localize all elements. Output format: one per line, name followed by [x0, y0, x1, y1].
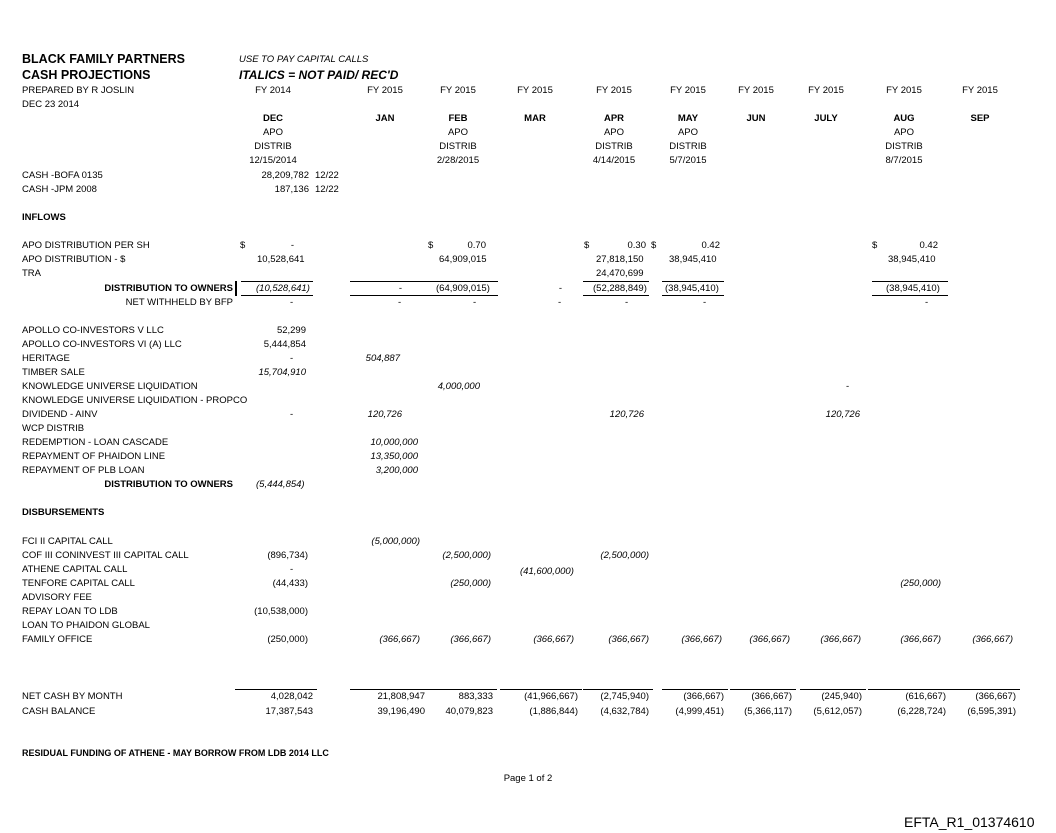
net-withheld-aug: - — [925, 297, 929, 308]
column-subheader: 8/7/2015 — [885, 155, 923, 166]
dist-owners2-dec: (5,444,854) — [256, 479, 305, 490]
month-header: MAY — [677, 113, 699, 124]
fiscal-year-header: FY 2015 — [440, 85, 476, 96]
disb-item-july: (366,667) — [820, 634, 861, 645]
dist-owners-feb: (64,909,015) — [436, 283, 490, 294]
inflow-item-dec: 5,444,854 — [263, 339, 306, 350]
disb-item-label: TENFORE CAPITAL CALL — [22, 578, 135, 589]
fiscal-year-header: FY 2015 — [738, 85, 774, 96]
cash-balance-value: (5,366,117) — [744, 706, 792, 717]
dollar-sign: $ — [240, 240, 246, 251]
disb-item-may: (366,667) — [681, 634, 722, 645]
net-cash-value: (366,667) — [975, 691, 1016, 702]
fiscal-year-header: FY 2015 — [670, 85, 706, 96]
net-cash-label: NET CASH BY MONTH — [22, 691, 123, 702]
column-subheader: APO — [677, 127, 699, 138]
cash-balance-value: 17,387,543 — [265, 706, 313, 717]
tra-apr: 24,470,699 — [596, 268, 644, 279]
dollar-sign: $ — [651, 240, 657, 251]
disb-item-jan: (366,667) — [379, 634, 420, 645]
apo-dollar-label: APO DISTRIBUTION - $ — [22, 254, 126, 265]
inflow-item-apr: 120,726 — [609, 409, 644, 420]
disb-item-dec: - — [290, 564, 294, 575]
inflow-item-dec: - — [290, 353, 294, 364]
cash-balance-label: CASH BALANCE — [22, 706, 96, 717]
report-title: CASH PROJECTIONS — [22, 68, 151, 82]
month-header: DEC — [262, 113, 284, 124]
net-withheld-jan: - — [398, 297, 402, 308]
cash-jpm-label: CASH -JPM 2008 — [22, 184, 97, 195]
apo-per-sh-apr: 0.30 — [627, 240, 646, 251]
apo-per-sh-may: 0.42 — [701, 240, 720, 251]
cash-bofa-label: CASH -BOFA 0135 — [22, 170, 103, 181]
apo-per-sh-feb: 0.70 — [467, 240, 486, 251]
dist-owners-aug: (38,945,410) — [886, 283, 940, 294]
apo-dollar-may: 38,945,410 — [669, 254, 717, 265]
apo-dollar-feb: 64,909,015 — [439, 254, 487, 265]
month-header: JUN — [746, 113, 766, 124]
note-capital-calls: USE TO PAY CAPITAL CALLS — [239, 54, 369, 65]
inflow-item-label: KNOWLEDGE UNIVERSE LIQUIDATION — [22, 381, 198, 392]
column-subheader: DISTRIB — [254, 141, 292, 152]
column-subheader: 4/14/2015 — [592, 155, 636, 166]
inflow-item-label: KNOWLEDGE UNIVERSE LIQUIDATION - PROPCO — [22, 395, 248, 406]
disb-item-apr: (2,500,000) — [600, 550, 649, 561]
column-subheader: DISTRIB — [595, 141, 633, 152]
cash-balance-value: (5,612,057) — [813, 706, 862, 717]
net-cash-value: (616,667) — [905, 691, 946, 702]
column-subheader: APO — [603, 127, 625, 138]
disb-item-dec: (896,734) — [267, 550, 308, 561]
inflow-item-jan: 504,887 — [365, 353, 400, 364]
inflow-item-dec: - — [290, 409, 294, 420]
column-subheader: 12/15/2014 — [249, 155, 297, 166]
inflow-item-label: APOLLO CO-INVESTORS VI (A) LLC — [22, 339, 182, 350]
disb-item-feb: (250,000) — [450, 578, 491, 589]
document-id: EFTA_R1_01374610 — [904, 814, 1035, 830]
net-cash-value: (366,667) — [683, 691, 724, 702]
inflow-item-jan: 3,200,000 — [375, 465, 418, 476]
disb-item-dec: (250,000) — [267, 634, 308, 645]
note-italics-legend: ITALICS = NOT PAID/ REC'D — [239, 68, 399, 82]
dollar-sign: $ — [584, 240, 590, 251]
cash-balance-value: 40,079,823 — [445, 706, 493, 717]
month-header: JULY — [814, 113, 838, 124]
disb-item-sep: (366,667) — [972, 634, 1013, 645]
cash-balance-value: (6,228,724) — [897, 706, 946, 717]
apo-per-sh-label: APO DISTRIBUTION PER SH — [22, 240, 150, 251]
month-header: FEB — [448, 113, 468, 124]
inflow-item-label: APOLLO CO-INVESTORS V LLC — [22, 325, 164, 336]
inflow-item-july: 120,726 — [825, 409, 860, 420]
inflows-heading: INFLOWS — [22, 212, 66, 223]
cash-balance-value: (1,886,844) — [529, 706, 578, 717]
disb-item-label: FAMILY OFFICE — [22, 634, 93, 645]
fiscal-year-header: FY 2015 — [886, 85, 922, 96]
disb-item-mar: (366,667) — [533, 634, 574, 645]
report-date: DEC 23 2014 — [22, 99, 80, 110]
net-withheld-dec: - — [290, 297, 294, 308]
cash-jpm-value: 187,136 — [274, 184, 309, 195]
inflow-item-jan: 13,350,000 — [370, 451, 418, 462]
month-header: MAR — [524, 113, 546, 124]
cash-balance-value: (4,632,784) — [600, 706, 649, 717]
column-subheader: 5/7/2015 — [669, 155, 707, 166]
inflow-item-jan: 10,000,000 — [370, 437, 418, 448]
fiscal-year-header: FY 2015 — [962, 85, 998, 96]
disb-item-label: COF III CONINVEST III CAPITAL CALL — [22, 550, 189, 561]
month-header: APR — [603, 113, 625, 124]
dist-owners-label: DISTRIBUTION TO OWNERS — [104, 283, 233, 294]
inflow-item-dec: 52,299 — [276, 325, 306, 336]
dollar-sign: $ — [872, 240, 878, 251]
inflow-item-label: DIVIDEND - AINV — [22, 409, 98, 420]
dist-owners-dec: (10,528,641) — [256, 283, 310, 294]
inflow-item-label: HERITAGE — [22, 353, 70, 364]
cash-bofa-value: 28,209,782 — [261, 170, 309, 181]
month-header: AUG — [893, 113, 915, 124]
net-cash-value: 21,808,947 — [377, 691, 425, 702]
net-withheld-mar: - — [558, 297, 562, 308]
net-cash-value: 883,333 — [458, 691, 493, 702]
column-subheader: APO — [262, 127, 284, 138]
disbursements-heading: DISBURSEMENTS — [22, 507, 105, 518]
fiscal-year-header: FY 2015 — [367, 85, 403, 96]
month-header: SEP — [970, 113, 990, 124]
dist-owners2-label: DISTRIBUTION TO OWNERS — [104, 479, 233, 490]
column-subheader: 2/28/2015 — [436, 155, 480, 166]
inflow-item-label: REPAYMENT OF PHAIDON LINE — [22, 451, 166, 462]
inflow-item-feb: 4,000,000 — [437, 381, 480, 392]
disb-item-mar: (41,600,000) — [520, 566, 574, 577]
dist-owners-may: (38,945,410) — [665, 283, 719, 294]
net-cash-value: (2,745,940) — [600, 691, 649, 702]
disb-item-aug: (366,667) — [900, 634, 941, 645]
disb-item-label: REPAY LOAN TO LDB — [22, 606, 118, 617]
tra-label: TRA — [22, 268, 41, 279]
inflow-item-label: TIMBER SALE — [22, 367, 85, 378]
inflow-item-label: REPAYMENT OF PLB LOAN — [22, 465, 145, 476]
inflow-item-jan: 120,726 — [367, 409, 402, 420]
disb-item-label: LOAN TO PHAIDON GLOBAL — [22, 620, 150, 631]
prepared-by: PREPARED BY R JOSLIN — [22, 85, 135, 96]
column-subheader: DISTRIB — [885, 141, 923, 152]
column-subheader: APO — [893, 127, 915, 138]
net-withheld-apr: - — [625, 297, 629, 308]
column-subheader: DISTRIB — [669, 141, 707, 152]
net-withheld-feb: - — [473, 297, 477, 308]
page-number: Page 1 of 2 — [503, 773, 553, 784]
net-withheld-may: - — [703, 297, 707, 308]
disb-item-apr: (366,667) — [608, 634, 649, 645]
cash-balance-value: (6,595,391) — [967, 706, 1016, 717]
inflow-item-label: WCP DISTRIB — [22, 423, 85, 434]
disb-item-dec: (10,538,000) — [254, 606, 308, 617]
dist-owners-jan: - — [398, 283, 402, 294]
month-header: JAN — [375, 113, 395, 124]
inflow-item-label: REDEMPTION - LOAN CASCADE — [22, 437, 169, 448]
disb-item-label: ADVISORY FEE — [22, 592, 92, 603]
disb-item-label: ATHENE CAPITAL CALL — [22, 564, 128, 575]
net-cash-value: 4,028,042 — [270, 691, 313, 702]
fiscal-year-header: FY 2015 — [808, 85, 844, 96]
disb-item-feb: (366,667) — [450, 634, 491, 645]
cash-balance-value: 39,196,490 — [377, 706, 425, 717]
net-cash-value: (245,940) — [821, 691, 862, 702]
apo-dollar-apr: 27,818,150 — [596, 254, 644, 265]
apo-dollar-aug: 38,945,410 — [888, 254, 936, 265]
column-subheader: APO — [447, 127, 469, 138]
dist-owners-mar: - — [558, 283, 562, 294]
inflow-item-july: - — [846, 381, 850, 392]
net-withheld-label: NET WITHHELD BY BFP — [125, 297, 233, 308]
apo-dollar-dec: 10,528,641 — [257, 254, 305, 265]
column-subheader: DISTRIB — [439, 141, 477, 152]
disb-item-dec: (44,433) — [272, 578, 308, 589]
disb-item-jan: (5,000,000) — [371, 536, 420, 547]
disb-item-feb: (2,500,000) — [442, 550, 491, 561]
dollar-sign: $ — [428, 240, 434, 251]
net-cash-value: (41,966,667) — [524, 691, 578, 702]
fiscal-year-header: FY 2014 — [255, 85, 291, 96]
disb-item-aug: (250,000) — [900, 578, 941, 589]
company-name: BLACK FAMILY PARTNERS — [22, 52, 185, 66]
net-cash-value: (366,667) — [751, 691, 792, 702]
inflow-item-dec: 15,704,910 — [258, 367, 306, 378]
fiscal-year-header: FY 2015 — [517, 85, 553, 96]
apo-per-sh-dec: - — [290, 240, 294, 251]
dist-owners-apr: (52,288,849) — [593, 283, 647, 294]
fiscal-year-header: FY 2015 — [596, 85, 632, 96]
cash-jpm-date: 12/22 — [315, 184, 339, 195]
cash-balance-value: (4,999,451) — [675, 706, 724, 717]
disb-item-jun: (366,667) — [749, 634, 790, 645]
disb-item-label: FCI II CAPITAL CALL — [22, 536, 113, 547]
footnote: RESIDUAL FUNDING OF ATHENE - MAY BORROW FROM LDB 2014 LLC — [22, 748, 329, 758]
cash-bofa-date: 12/22 — [315, 170, 339, 181]
apo-per-sh-aug: 0.42 — [919, 240, 938, 251]
